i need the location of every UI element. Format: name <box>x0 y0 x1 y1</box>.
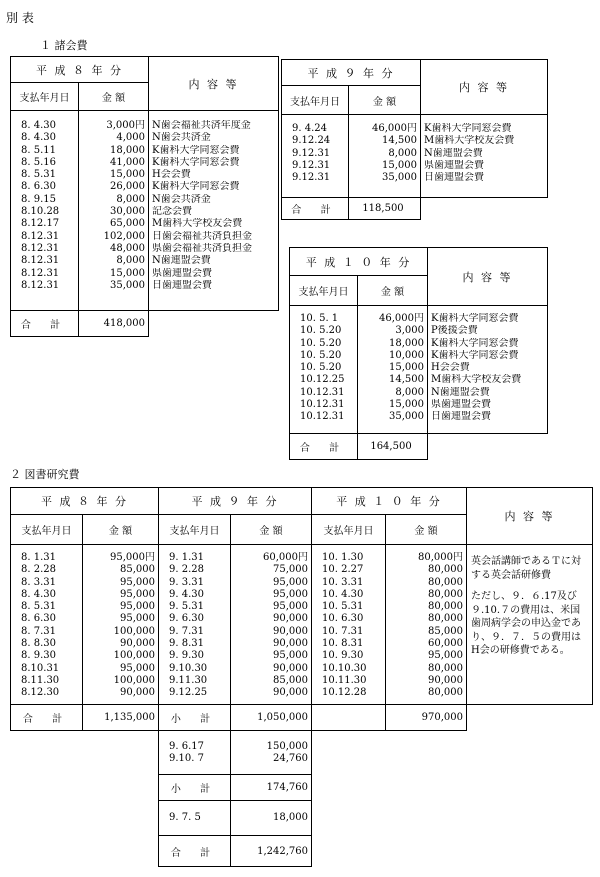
dues-table-h8 <box>10 56 279 337</box>
section-heading-dues: １ 諸会費 <box>40 39 88 52</box>
cell-value: 8. 5.31 <box>21 169 56 181</box>
total-amount: 164,500 <box>358 434 428 460</box>
cell-value: 14,500 <box>389 374 425 386</box>
cell-value: 10. 8.31 <box>322 638 364 650</box>
cell-value: 85,000 <box>428 625 464 637</box>
cell-value: 8. 6.30 <box>21 613 56 625</box>
cell-value: 95,000 <box>120 576 155 588</box>
date-header: 支払年月日 <box>11 83 79 111</box>
cell-value: 80,000 <box>428 564 464 576</box>
cell-value: M歯科大学校友会費 <box>152 218 243 230</box>
cell-value: 90,000 <box>120 638 155 650</box>
content-column <box>421 115 548 198</box>
cell-value: 8.12.31 <box>21 242 60 254</box>
cell-value: 15,000 <box>110 169 145 181</box>
cell-value: K歯科大学同窓会費 <box>152 181 240 193</box>
cell-value: 9.12.31 <box>292 147 331 159</box>
date-header: 支払年月日 <box>290 276 358 306</box>
cell-value: 95,000 <box>273 588 308 600</box>
cell-value: 日歯連盟会費 <box>424 172 484 184</box>
cell-value: 8.12.31 <box>21 255 60 267</box>
cell-value: 8.12.17 <box>21 218 60 230</box>
content-header: 内 容 等 <box>467 488 593 545</box>
cell-value: 9. 3.31 <box>169 576 204 588</box>
date-column <box>290 306 358 434</box>
cell-value: 9. 6.30 <box>169 613 204 625</box>
date-column <box>11 111 79 311</box>
cell-value: N歯連盟会費 <box>152 255 211 267</box>
cell-value: 18,000 <box>110 144 145 156</box>
cell-value: 26,000 <box>110 181 145 193</box>
cell-value: 80,000円 <box>418 552 464 563</box>
cell-value: 10. 4.30 <box>322 588 364 600</box>
cell-value: 102,000 <box>103 230 145 242</box>
cell-value: 10.12.28 <box>322 687 367 699</box>
cell-value: K歯科大学同窓会費 <box>431 337 519 349</box>
cell-value: N歯会共済金 <box>152 132 211 144</box>
cell-value: 10.11.30 <box>322 674 367 686</box>
cell-value: 記念会費 <box>152 206 192 218</box>
books-table-h10 <box>311 487 467 731</box>
cell-value: 10. 1.30 <box>322 552 364 563</box>
year-header: 平 成 ９ 年 分 <box>159 488 312 515</box>
cell-value: 95,000 <box>273 576 308 588</box>
year-header: 平 成 ８ 年 分 <box>11 488 159 515</box>
cell-value: 10.12.25 <box>300 374 345 386</box>
note-english-training: 英会話講師であるＴに対する英会話研修費 <box>471 556 581 581</box>
books-content-table <box>466 487 593 731</box>
cell-value: 90,000 <box>273 625 308 637</box>
subtotal-label: 小 計 <box>159 705 231 731</box>
cell-value: 10. 2.27 <box>322 564 364 576</box>
cell-value: 県歯連盟会費 <box>431 399 492 411</box>
cell-value: 8. 9.30 <box>21 650 56 662</box>
cell-value: 60,000円 <box>263 552 308 563</box>
cell-value: 90,000 <box>273 687 308 699</box>
cell-value: K歯科大学同窓会費 <box>431 313 519 324</box>
cell-value: 日歯連盟会費 <box>431 411 492 423</box>
cell-value: 46,000円 <box>372 123 417 134</box>
cell-value: K歯科大学同窓会費 <box>424 123 512 134</box>
cell-value: 9.12.24 <box>292 135 331 147</box>
cell-value: 18,000 <box>273 811 308 823</box>
cell-value: 10. 5.20 <box>300 349 342 361</box>
total-amount: 1,135,000 <box>83 705 159 731</box>
cell-value: 30,000 <box>110 206 145 218</box>
total-label: 合 計 <box>11 705 83 731</box>
cell-value: 95,000 <box>120 601 155 613</box>
cell-value: 80,000 <box>428 613 464 625</box>
cell-value: 8.12.30 <box>21 687 60 699</box>
cell-value: 85,000 <box>120 564 155 576</box>
cell-value: 9. 7.31 <box>169 625 204 637</box>
cell-value: 8. 5.16 <box>21 156 56 168</box>
cell-value: 10. 6.30 <box>322 613 364 625</box>
cell-value: 9. 5.31 <box>169 601 204 613</box>
cell-value: 10.12.31 <box>300 399 345 411</box>
cell-value: 35,000 <box>110 279 145 291</box>
content-column <box>149 111 279 311</box>
cell-value: K歯科大学同窓会費 <box>152 156 240 168</box>
cell-value: 8,000 <box>116 193 145 205</box>
year-header: 平 成 ９ 年 分 <box>282 60 421 86</box>
amount-header: 金 額 <box>231 515 312 545</box>
cell-value: 4,000 <box>116 132 145 144</box>
date-header: 支払年月日 <box>159 515 231 545</box>
cell-value: 9. 9.30 <box>169 650 204 662</box>
cell-value: 9. 7. 5 <box>169 811 201 823</box>
content-header: 内 容 等 <box>421 60 548 115</box>
cell-value: 県歯連盟会費 <box>152 267 212 279</box>
cell-value: 日歯連盟会費 <box>152 279 212 291</box>
cell-value: 8. 4.30 <box>21 120 56 131</box>
cell-value: 95,000 <box>120 613 155 625</box>
cell-value: N歯連盟会費 <box>431 386 490 398</box>
cell-value: 14,500 <box>382 135 417 147</box>
content-header: 内 容 等 <box>428 248 548 306</box>
year-header: 平 成 １ ０ 年 分 <box>312 488 467 515</box>
dues-table-h9 <box>281 59 548 220</box>
total-amount: 970,000 <box>386 705 467 731</box>
cell-value: 15,000 <box>382 159 417 171</box>
cell-value: N歯会共済金 <box>152 193 211 205</box>
cell-value: H会会費 <box>152 169 191 181</box>
cell-value: 60,000 <box>428 638 464 650</box>
cell-value: 9. 4.24 <box>292 123 327 134</box>
cell-value: 90,000 <box>273 662 308 674</box>
cell-value: 8. 5.31 <box>21 601 56 613</box>
cell-value: 48,000 <box>110 242 145 254</box>
cell-value: 8,000 <box>388 147 417 159</box>
cell-value: K歯科大学同窓会費 <box>152 144 240 156</box>
cell-value: 8. 4.30 <box>21 132 56 144</box>
cell-value: 95,000 <box>273 650 308 662</box>
total-label: 合 計 <box>11 311 79 337</box>
cell-value: 8. 4.30 <box>21 588 56 600</box>
subtotal-amount: 1,050,000 <box>231 705 312 731</box>
cell-value: 県歯会福祉共済負担金 <box>152 242 252 254</box>
content-note <box>467 545 593 705</box>
cell-value: 18,000 <box>389 337 425 349</box>
date-column <box>282 115 349 198</box>
cell-value: 9.12.31 <box>292 159 331 171</box>
amount-header: 金 額 <box>386 515 467 545</box>
cell-value: 90,000 <box>428 674 464 686</box>
cell-value: 8. 7.31 <box>21 625 56 637</box>
cell-value: 9.11.30 <box>169 674 208 686</box>
cell-value: 80,000 <box>428 576 464 588</box>
cell-value: 10. 5. 1 <box>300 313 339 324</box>
subtotal2-label: 小 計 <box>159 775 231 801</box>
cell-value: 90,000 <box>273 613 308 625</box>
cell-value: 9.12.31 <box>292 172 331 184</box>
amount-column <box>83 545 159 705</box>
date-column <box>159 545 231 705</box>
cell-value: 9.12.25 <box>169 687 208 699</box>
subtotal2-amount: 174,760 <box>231 775 312 801</box>
cell-value: 85,000 <box>273 674 308 686</box>
cell-value: 150,000 <box>266 741 308 752</box>
cell-value: 10.10.30 <box>322 662 367 674</box>
amount-column <box>79 111 149 311</box>
total-label: 合 計 <box>159 836 231 867</box>
cell-value: 8. 5.11 <box>21 144 56 156</box>
extra-date-column <box>159 731 231 775</box>
cell-value: 8.12.31 <box>21 267 60 279</box>
cell-value: 8. 1.31 <box>21 552 56 563</box>
cell-value: P後援会費 <box>431 325 478 337</box>
total-amount: 118,500 <box>349 198 421 220</box>
cell-value: 80,000 <box>428 662 464 674</box>
cell-value: 80,000 <box>428 601 464 613</box>
cell-value: 9.10.30 <box>169 662 208 674</box>
amount-header: 金 額 <box>349 86 421 115</box>
date-column <box>11 545 83 705</box>
cell-value: 9. 2.28 <box>169 564 204 576</box>
dues-table-h10 <box>289 247 548 460</box>
date-header: 支払年月日 <box>312 515 386 545</box>
cell-value: 10. 5.20 <box>300 337 342 349</box>
cell-value: 65,000 <box>110 218 145 230</box>
year-header: 平 成 ８ 年 分 <box>11 57 149 83</box>
extra2-date-column <box>159 801 231 836</box>
cell-value: 80,000 <box>428 687 464 699</box>
cell-value: 95,000 <box>273 601 308 613</box>
content-header: 内 容 等 <box>149 57 279 111</box>
total-amount: 418,000 <box>79 311 149 337</box>
cell-value: 8. 8.30 <box>21 638 56 650</box>
cell-value: 10. 5.31 <box>322 601 364 613</box>
cell-value: 8.12.31 <box>21 230 60 242</box>
cell-value: 8. 6.30 <box>21 181 56 193</box>
cell-value: 10,000 <box>389 349 425 361</box>
books-table-h9 <box>158 487 312 867</box>
amount-column <box>386 545 467 705</box>
cell-value: 8. 3.31 <box>21 576 56 588</box>
cell-value: 100,000 <box>113 650 155 662</box>
amount-header: 金 額 <box>83 515 159 545</box>
cell-value: 15,000 <box>110 267 145 279</box>
cell-value: 95,000 <box>120 588 155 600</box>
cell-value: 10.12.31 <box>300 411 345 423</box>
amount-header: 金 額 <box>79 83 149 111</box>
cell-value: 10. 3.31 <box>322 576 364 588</box>
cell-value: 15,000 <box>389 399 425 411</box>
cell-value: 3,000円 <box>106 120 145 131</box>
cell-value: 9. 4.30 <box>169 588 204 600</box>
cell-value: 90,000 <box>120 687 155 699</box>
cell-value: N歯連盟会費 <box>424 147 483 159</box>
cell-value: N歯会福祉共済年度金 <box>152 120 251 131</box>
cell-value: 8.10.31 <box>21 662 60 674</box>
cell-value: 8.10.28 <box>21 206 60 218</box>
amount-header: 金 額 <box>358 276 428 306</box>
cell-value: 75,000 <box>273 564 308 576</box>
cell-value: 9. 6.17 <box>169 741 204 752</box>
cell-value: 9.10. 7 <box>169 753 204 765</box>
cell-value: H会会費 <box>431 362 470 374</box>
cell-value: M歯科大学校友会費 <box>424 135 515 147</box>
total-label: 合 計 <box>290 434 358 460</box>
cell-value: M歯科大学校友会費 <box>431 374 522 386</box>
cell-value: 10.12.31 <box>300 386 345 398</box>
cell-value: 90,000 <box>273 638 308 650</box>
cell-value: 46,000円 <box>379 313 425 324</box>
cell-value: 8,000 <box>395 386 425 398</box>
year-header: 平 成 １ ０ 年 分 <box>290 248 428 276</box>
cell-value: 100,000 <box>113 625 155 637</box>
cell-value: 10. 7.31 <box>322 625 364 637</box>
cell-value: 95,000円 <box>110 552 155 563</box>
cell-value: 10. 5.20 <box>300 325 342 337</box>
cell-value: 8. 2.28 <box>21 564 56 576</box>
cell-value: 35,000 <box>389 411 425 423</box>
content-column <box>428 306 548 434</box>
page-title: 別 表 <box>6 11 34 25</box>
extra-amount-column <box>231 731 312 775</box>
books-table-h8 <box>10 487 159 731</box>
cell-value: 35,000 <box>382 172 417 184</box>
cell-value: 8. 9.15 <box>21 193 56 205</box>
amount-column <box>349 115 421 198</box>
cell-value: 9. 8.31 <box>169 638 204 650</box>
cell-value: 24,760 <box>273 753 308 765</box>
total-amount: 1,242,760 <box>231 836 312 867</box>
cell-value: 41,000 <box>110 156 145 168</box>
section-heading-books: ２ 図書研究費 <box>10 468 80 481</box>
amount-column <box>358 306 428 434</box>
cell-value: 8.11.30 <box>21 674 60 686</box>
cell-value: 10. 9.30 <box>322 650 364 662</box>
date-header: 支払年月日 <box>282 86 349 115</box>
cell-value: 95,000 <box>120 662 155 674</box>
amount-column <box>231 545 312 705</box>
cell-value: 15,000 <box>389 362 425 374</box>
date-header: 支払年月日 <box>11 515 83 545</box>
cell-value: K歯科大学同窓会費 <box>431 349 519 361</box>
cell-value: 80,000 <box>428 588 464 600</box>
total-label: 合 計 <box>282 198 349 220</box>
note-exception: ただし、９．６.17及び９.10.７の費用は、米国歯周病学会の申込金であり、９．７．５の費用はH会の研修費である。 <box>471 591 581 656</box>
cell-value: 8,000 <box>116 255 145 267</box>
cell-value: 3,000 <box>395 325 425 337</box>
cell-value: 100,000 <box>113 674 155 686</box>
cell-value: 県歯連盟会費 <box>424 159 484 171</box>
cell-value: 8.12.31 <box>21 279 60 291</box>
cell-value: 9. 1.31 <box>169 552 204 563</box>
cell-value: 95,000 <box>428 650 464 662</box>
extra2-amount-column <box>231 801 312 836</box>
date-column <box>312 545 386 705</box>
cell-value: 10. 5.20 <box>300 362 342 374</box>
cell-value: 日歯会福祉共済負担金 <box>152 230 252 242</box>
